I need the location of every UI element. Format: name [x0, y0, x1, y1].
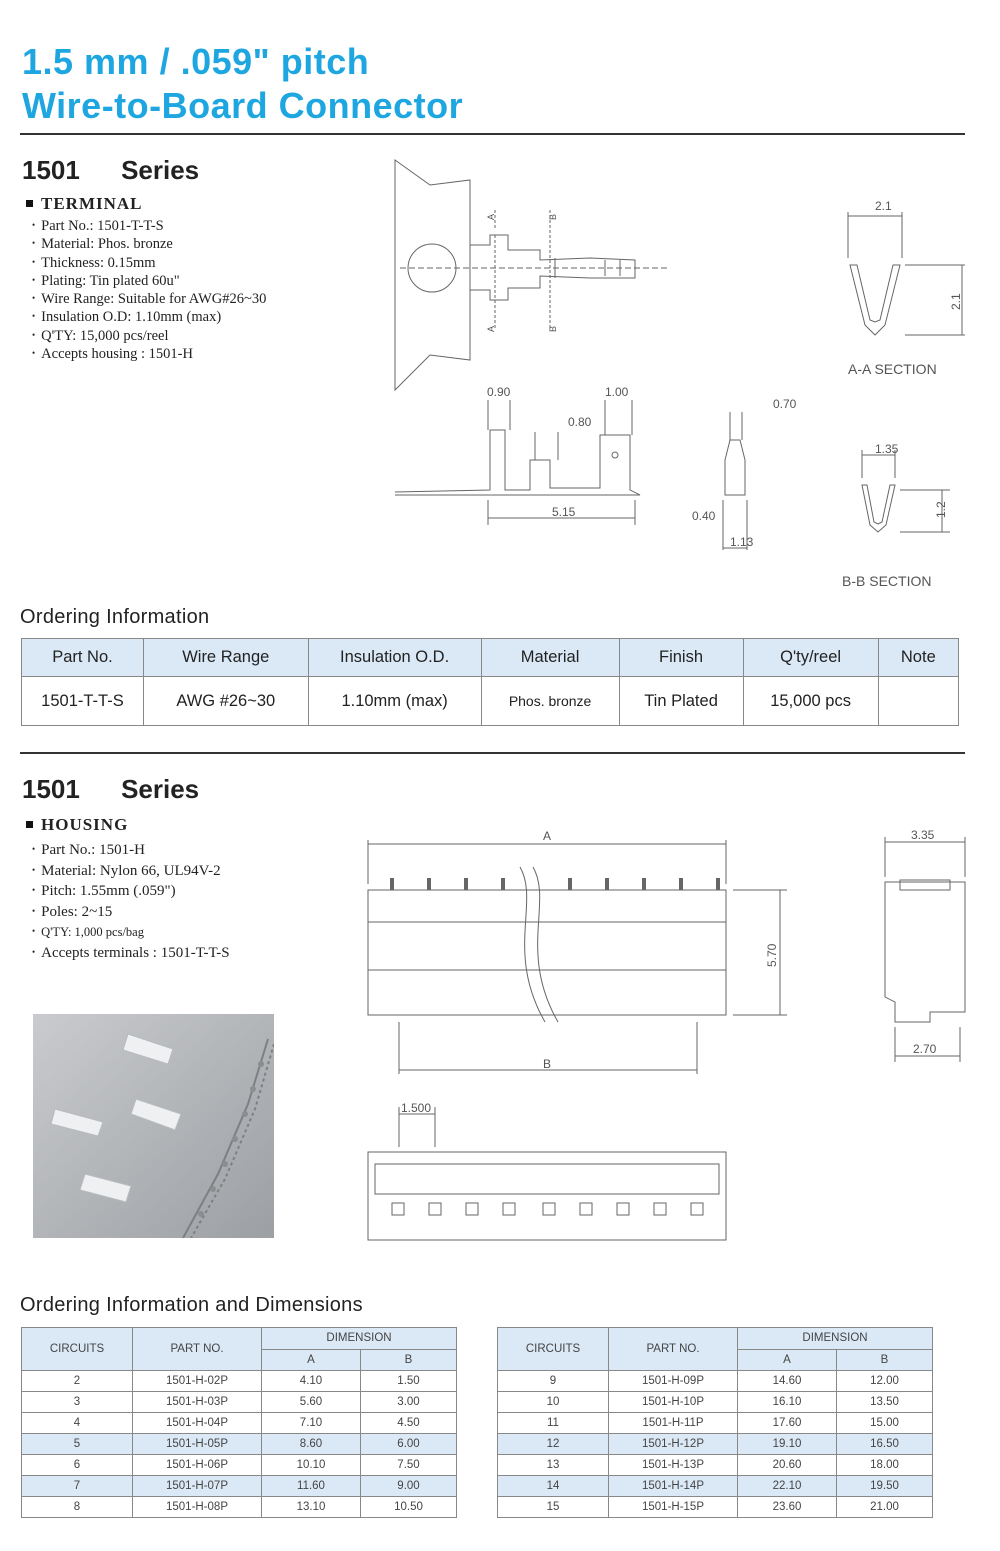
table-cell: 10.50: [361, 1497, 457, 1518]
title-line-1: 1.5 mm / .059" pitch: [22, 41, 370, 82]
spec-item: • Plating: Tin plated 60u": [32, 273, 266, 291]
housing-side-view: [885, 882, 965, 1022]
section-letter: B: [548, 213, 558, 220]
dim-label: 1.35: [875, 442, 899, 456]
section-divider: [20, 752, 965, 754]
section-letter: B: [548, 325, 558, 332]
table-cell: 6: [22, 1455, 133, 1476]
housing-front-view: [368, 890, 726, 1015]
dim-label: 2.1: [875, 199, 892, 213]
column-header: Note: [878, 639, 958, 677]
table-cell: 1501-H-11P: [609, 1413, 738, 1434]
terminal-series-heading: [22, 155, 199, 186]
table-cell: 1501-H-05P: [133, 1434, 262, 1455]
dim-label: 2.70: [913, 1042, 937, 1056]
table-cell: 20.60: [738, 1455, 837, 1476]
spec-item: • Material: Nylon 66, UL94V-2: [32, 862, 230, 883]
table-row: [22, 1413, 457, 1434]
square-bullet-icon: [26, 821, 33, 828]
table-row: [498, 1476, 933, 1497]
dim-label: 1.2: [934, 501, 948, 518]
section-letter: A: [486, 213, 496, 220]
dim-label: 1.500: [401, 1101, 432, 1115]
square-bullet-icon: [26, 200, 33, 207]
table-cell: 17.60: [738, 1413, 837, 1434]
table-cell: 1501-H-09P: [609, 1371, 738, 1392]
table-cell: 14: [498, 1476, 609, 1497]
spec-item: • Thickness: 0.15mm: [32, 255, 266, 273]
table-row: [22, 1371, 457, 1392]
table-cell: 4.10: [262, 1371, 361, 1392]
series-word: Series: [121, 774, 200, 804]
terminal-ordering-table: [21, 638, 959, 726]
page-title: [22, 40, 463, 128]
table-cell: 15.00: [837, 1413, 933, 1434]
table-cell: 1501-H-04P: [133, 1413, 262, 1434]
aa-section-shape: [850, 265, 900, 335]
table-cell: 1501-H-14P: [609, 1476, 738, 1497]
table-cell: 11: [498, 1413, 609, 1434]
table-row: [498, 1497, 933, 1518]
terminal-label: TERMINAL: [41, 194, 143, 213]
table-cell: [878, 677, 958, 726]
dim-label: 3.35: [911, 828, 935, 842]
housing-dimension-table-left: [21, 1327, 457, 1518]
spec-item: • Insulation O.D: 1.10mm (max): [32, 309, 266, 327]
housing-technical-drawing: [355, 822, 975, 1252]
dim-label: B: [543, 1057, 552, 1071]
table-cell: 1501-H-06P: [133, 1455, 262, 1476]
table-cell: 19.50: [837, 1476, 933, 1497]
table-cell: 8: [22, 1497, 133, 1518]
column-header: CIRCUITS: [22, 1328, 133, 1371]
table-cell: 6.00: [361, 1434, 457, 1455]
table-cell: 1501-H-02P: [133, 1371, 262, 1392]
spec-item: • Q'TY: 1,000 pcs/bag: [32, 923, 230, 944]
dim-label: 5.15: [552, 505, 576, 519]
table-cell: 5: [22, 1434, 133, 1455]
dim-label: 1.00: [605, 385, 629, 399]
terminal-side-view: [395, 430, 640, 495]
table-cell: 10: [498, 1392, 609, 1413]
table-cell: 16.50: [837, 1434, 933, 1455]
table-row: [22, 1497, 457, 1518]
series-number: 1501: [22, 155, 80, 185]
table-cell: 13.50: [837, 1392, 933, 1413]
series-word: Series: [121, 155, 200, 185]
product-photo: [33, 1014, 274, 1238]
table-cell: 4: [22, 1413, 133, 1434]
bb-section-shape: [862, 485, 895, 532]
table-cell: 7.10: [262, 1413, 361, 1434]
bb-section-label: B-B SECTION: [842, 573, 932, 589]
dim-label: 0.70: [773, 397, 797, 411]
housing-subheading: [26, 815, 128, 835]
table-cell: 1501-H-12P: [609, 1434, 738, 1455]
table-cell: 1501-H-13P: [609, 1455, 738, 1476]
table-row: [22, 1455, 457, 1476]
table-cell: 11.60: [262, 1476, 361, 1497]
table-cell: 9.00: [361, 1476, 457, 1497]
table-cell: 1501-H-08P: [133, 1497, 262, 1518]
table-row: [22, 1392, 457, 1413]
column-header: PART NO.: [133, 1328, 262, 1371]
column-header: CIRCUITS: [498, 1328, 609, 1371]
table-cell: 7.50: [361, 1455, 457, 1476]
title-line-2: Wire-to-Board Connector: [22, 85, 464, 126]
table-cell: 10.10: [262, 1455, 361, 1476]
housing-dimension-table-right: [497, 1327, 933, 1518]
table-cell: 12: [498, 1434, 609, 1455]
column-header: Finish: [619, 639, 743, 677]
table-cell: Phos. bronze: [481, 677, 619, 726]
spec-item: • Pitch: 1.55mm (.059"): [32, 882, 230, 903]
spec-item: • Part No.: 1501-T-T-S: [32, 218, 266, 236]
spec-item: • Wire Range: Suitable for AWG#26~30: [32, 291, 266, 309]
spec-item: • Q'TY: 15,000 pcs/reel: [32, 328, 266, 346]
table-cell: 3.00: [361, 1392, 457, 1413]
housing-ordering-heading: Ordering Information and Dimensions: [20, 1294, 363, 1316]
table-cell: 1.50: [361, 1371, 457, 1392]
table-cell: 19.10: [738, 1434, 837, 1455]
table-cell: 15: [498, 1497, 609, 1518]
dim-label: 2.1: [949, 293, 963, 310]
table-cell: 1501-H-10P: [609, 1392, 738, 1413]
table-row: [498, 1413, 933, 1434]
table-cell: 1.10mm (max): [308, 677, 481, 726]
carrier-strip: [395, 160, 470, 390]
table-cell: 18.00: [837, 1455, 933, 1476]
table-cell: 15,000 pcs: [743, 677, 878, 726]
column-header: PART NO.: [609, 1328, 738, 1371]
column-header: A: [262, 1349, 361, 1371]
table-cell: 3: [22, 1392, 133, 1413]
table-cell: 13.10: [262, 1497, 361, 1518]
dim-label: 0.80: [568, 415, 592, 429]
terminal-technical-drawing: [390, 150, 965, 600]
spec-item: • Poles: 2~15: [32, 903, 230, 924]
table-cell: 1501-T-T-S: [22, 677, 144, 726]
column-header: Q'ty/reel: [743, 639, 878, 677]
dim-label: 0.40: [692, 509, 716, 523]
table-cell: 9: [498, 1371, 609, 1392]
table-cell: 23.60: [738, 1497, 837, 1518]
table-cell: 4.50: [361, 1413, 457, 1434]
terminal-ordering-heading: Ordering Information: [20, 606, 210, 628]
column-header: Wire Range: [143, 639, 308, 677]
aa-section-label: A-A SECTION: [848, 361, 937, 377]
terminal-subheading: [26, 194, 143, 214]
table-cell: 14.60: [738, 1371, 837, 1392]
column-header: B: [837, 1349, 933, 1371]
spec-item: • Part No.: 1501-H: [32, 841, 230, 862]
table-row: [22, 677, 959, 726]
table-cell: 1501-H-15P: [609, 1497, 738, 1518]
table-cell: 2: [22, 1371, 133, 1392]
table-row: [498, 1392, 933, 1413]
table-cell: 8.60: [262, 1434, 361, 1455]
table-cell: 1501-H-03P: [133, 1392, 262, 1413]
table-cell: 13: [498, 1455, 609, 1476]
table-cell: Tin Plated: [619, 677, 743, 726]
dim-label: 5.70: [765, 943, 779, 967]
section-letter: A: [486, 325, 496, 332]
housing-spec-list: [32, 841, 230, 964]
table-row: [22, 1476, 457, 1497]
table-cell: 5.60: [262, 1392, 361, 1413]
spec-item: • Accepts housing : 1501-H: [32, 346, 266, 364]
spec-item: • Accepts terminals : 1501-T-T-S: [32, 944, 230, 965]
title-divider: [20, 133, 965, 135]
column-header: Insulation O.D.: [308, 639, 481, 677]
table-cell: 22.10: [738, 1476, 837, 1497]
housing-series-heading: [22, 774, 199, 805]
series-number: 1501: [22, 774, 80, 804]
table-row: [498, 1371, 933, 1392]
dim-label: A: [543, 829, 552, 843]
column-header: DIMENSION: [738, 1328, 933, 1350]
table-cell: 7: [22, 1476, 133, 1497]
column-header: Part No.: [22, 639, 144, 677]
table-row: [22, 1434, 457, 1455]
column-header: DIMENSION: [262, 1328, 457, 1350]
column-header: B: [361, 1349, 457, 1371]
table-cell: 12.00: [837, 1371, 933, 1392]
column-header: A: [738, 1349, 837, 1371]
housing-label: HOUSING: [41, 815, 129, 834]
table-cell: AWG #26~30: [143, 677, 308, 726]
column-header: Material: [481, 639, 619, 677]
dim-label: 0.90: [487, 385, 511, 399]
dim-label: 1.13: [730, 535, 754, 549]
terminal-spec-list: [32, 218, 266, 364]
table-cell: 1501-H-07P: [133, 1476, 262, 1497]
table-row: [498, 1434, 933, 1455]
terminal-front-view: [725, 440, 745, 495]
table-cell: 21.00: [837, 1497, 933, 1518]
spec-item: • Material: Phos. bronze: [32, 236, 266, 254]
table-cell: 16.10: [738, 1392, 837, 1413]
housing-top-view: [368, 1152, 726, 1240]
table-row: [498, 1455, 933, 1476]
